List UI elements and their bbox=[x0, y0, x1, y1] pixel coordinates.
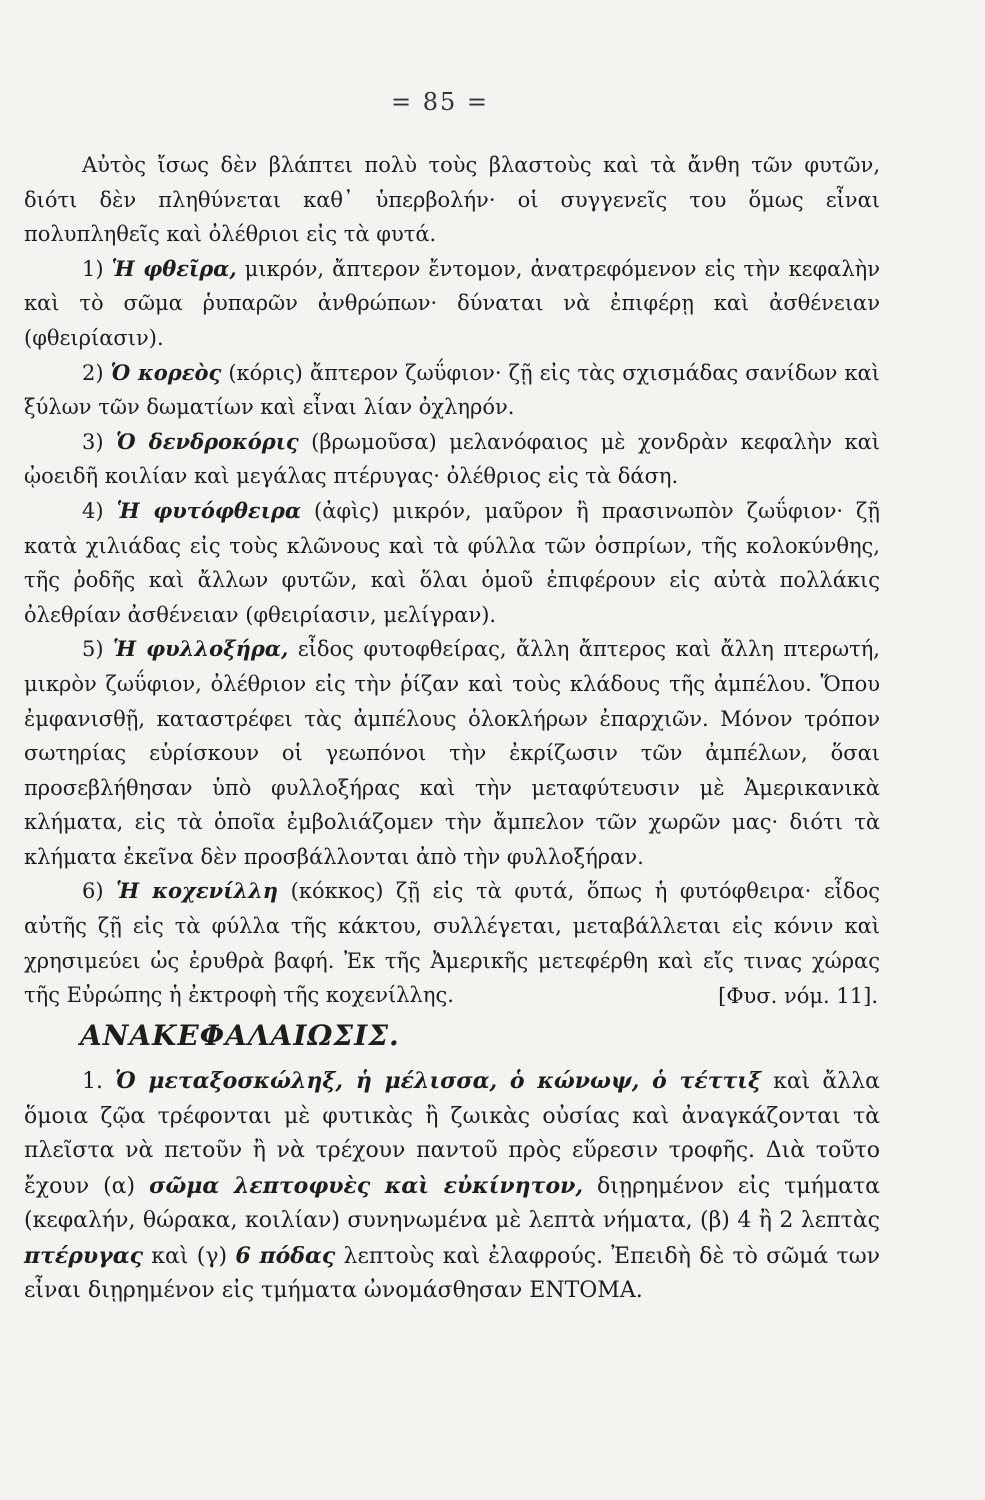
item-text: μικρόν, ἄπτερον ἔντομον, ἀνατρεφόμενον εἰς τὴν κεφαλὴν καὶ τὸ σῶμα ῥυπαρῶν ἀνθρώπων· δύναται νὰ ἐπιφέρῃ καὶ ἀσθένειαν (φθειρίασιν). bbox=[24, 256, 880, 350]
item-term: Ἡ φυτόφθειρα bbox=[116, 497, 301, 523]
item-number: 5) bbox=[82, 637, 104, 662]
item-term: Ἡ φυλλοξήρα, bbox=[113, 636, 289, 662]
source-citation: [Φυσ. νόμ. 11]. bbox=[718, 983, 878, 1008]
item-term: Ὁ κορεὸς bbox=[110, 359, 222, 385]
item-term: Ὁ δενδροκόρις bbox=[116, 428, 299, 454]
summary-text: καὶ ἄλλα ὅμοια ζῷα τρέφονται μὲ φυτικὰς ἢ ζωικὰς οὐσίας καὶ ἀναγκάζονται τὰ πλεῖστα νὰ πετοῦν ἢ νὰ τρέχουν παντοῦ πρὸς εὕρεσιν τροφῆς. Διὰ τοῦτο ἔχουν (α) bbox=[24, 1069, 880, 1199]
summary-term: 6 πόδας bbox=[235, 1242, 336, 1269]
item-number: 2) bbox=[82, 360, 104, 385]
summary-term: Ὁ μεταξοσκώληξ, ἡ μέλισσα, ὁ κώνωψ, ὁ τέττιξ bbox=[115, 1068, 761, 1095]
summary-text: καὶ (γ) bbox=[143, 1243, 236, 1269]
summary-paragraph bbox=[24, 1064, 880, 1309]
item-term: Ἡ φθεῖρα, bbox=[111, 255, 237, 281]
list-item bbox=[24, 632, 880, 874]
item-text: (κόκκος) ζῇ εἰς τὰ φυτά, ὅπως ἡ φυτόφθειρα· εἶδος αὐτῆς ζῇ εἰς τὰ φύλλα τῆς κάκτου, συλλέγεται, μεταβάλλεται εἰς κόνιν καὶ χρησιμεύει ὡς ἐρυθρὰ βαφή. Ἐκ τῆς Ἀμερικῆς μετεφέρθη καὶ εἴς τινας χώρας τῆς Εὐρώπης ἡ ἐκτροφὴ τῆς κοχενίλλης. bbox=[24, 879, 880, 1008]
list-item bbox=[24, 425, 880, 494]
item-text: εἶδος φυτοφθείρας, ἄλλη ἄπτερος καὶ ἄλλη πτερωτή, μικρὸν ζωΰφιον, ὀλέθριον εἰς τὴν ῥίζαν καὶ τοὺς κλάδους τῆς ἀμπέλου. Ὅπου ἐμφανισθῇ, καταστρέφει τὰς ἀμπέλους ὁλοκλήρων ἐπαρχιῶν. Μόνον τρόπον σωτηρίας εὑρίσκουν οἱ γεωπόνοι τὴν ἐκρίζωσιν τῶν ἀμπέλων, ὅσαι προσεβλήθησαν ὑπὸ φυλλοξήρας καὶ τὴν μεταφύτευσιν μὲ Ἀμερικανικὰ κλήματα, εἰς τὰ ὁποῖα ἐμβολιάζομεν τὴν ἄμπελον τῶν χωρῶν μας· διότι τὰ κλήματα ἐκεῖνα δὲν προσβάλλονται ἀπὸ τὴν φυλλοξήραν. bbox=[24, 637, 880, 869]
item-number: 6) bbox=[82, 879, 104, 904]
summary-term: σῶμα λεπτοφυὲς καὶ εὐκίνητον, bbox=[149, 1172, 584, 1199]
summary-heading: ΑΝΑΚΕΦΑΛΑΙΩΣΙΣ. bbox=[80, 1019, 400, 1053]
summary-number: 1. bbox=[82, 1069, 103, 1095]
list-item bbox=[24, 356, 880, 425]
body-text bbox=[24, 148, 880, 1309]
item-term: Ἡ κοχενίλλη bbox=[116, 878, 279, 904]
intro-paragraph: Αὐτὸς ἴσως δὲν βλάπτει πολὺ τοὺς βλαστοὺς καὶ τὰ ἄνθη τῶν φυτῶν, διότι δὲν πληθύνεται καθ᾽ ὑπερβολήν· οἱ συγγενεῖς του ὅμως εἶναι πολυπληθεῖς καὶ ὀλέθριοι εἰς τὰ φυτά. bbox=[24, 153, 880, 247]
item-text: (ἀφὶς) μικρόν, μαῦρον ἢ πρασινωπὸν ζωΰφιον· ζῇ κατὰ χιλιάδας εἰς τοὺς κλῶνους καὶ τὰ φύλλα τῶν ὀσπρίων, τῆς κολοκύνθης, τῆς ῥοδῆς καὶ ἄλλων φυτῶν, καὶ ὅλαι ὁμοῦ ἐπιφέρουν εἰς αὐτὰ πολλάκις ὀλεθρίαν ἀσθένειαν (φθειρίασιν, μελίγραν). bbox=[24, 498, 880, 627]
item-number: 3) bbox=[82, 429, 104, 454]
list-item bbox=[24, 494, 880, 632]
item-text: (κόρις) ἄπτερον ζωΰφιον· ζῇ εἰς τὰς σχισμάδας σανίδων καὶ ξύλων τῶν δωματίων καὶ εἶναι λίαν ὀχληρόν. bbox=[24, 360, 880, 420]
summary-text: διῃρημένον εἰς τμήματα (κεφαλήν, θώρακα, κοιλίαν) συνηνωμένα μὲ λεπτὰ νήματα, (β) 4 ἢ 2 λεπτὰς bbox=[24, 1173, 880, 1234]
list-item bbox=[24, 252, 880, 356]
item-text: (βρωμοῦσα) μελανόφαιος μὲ χονδρὰν κεφαλὴν καὶ ᾠοειδῆ κοιλίαν καὶ μεγάλας πτέρυγας· ὀλέθριος εἰς τὰ δάση. bbox=[24, 429, 880, 489]
summary-text: λεπτοὺς καὶ ἐλαφρούς. Ἐπειδὴ δὲ τὸ σῶμά των εἶναι διῃρημένον εἰς τμήματα ὠνομάσθησαν ΕΝΤΟΜΑ. bbox=[24, 1243, 881, 1304]
item-number: 1) bbox=[82, 256, 104, 281]
summary-term: πτέρυγας bbox=[24, 1242, 144, 1269]
page-number: = 85 = bbox=[390, 88, 489, 116]
item-number: 4) bbox=[82, 498, 104, 523]
